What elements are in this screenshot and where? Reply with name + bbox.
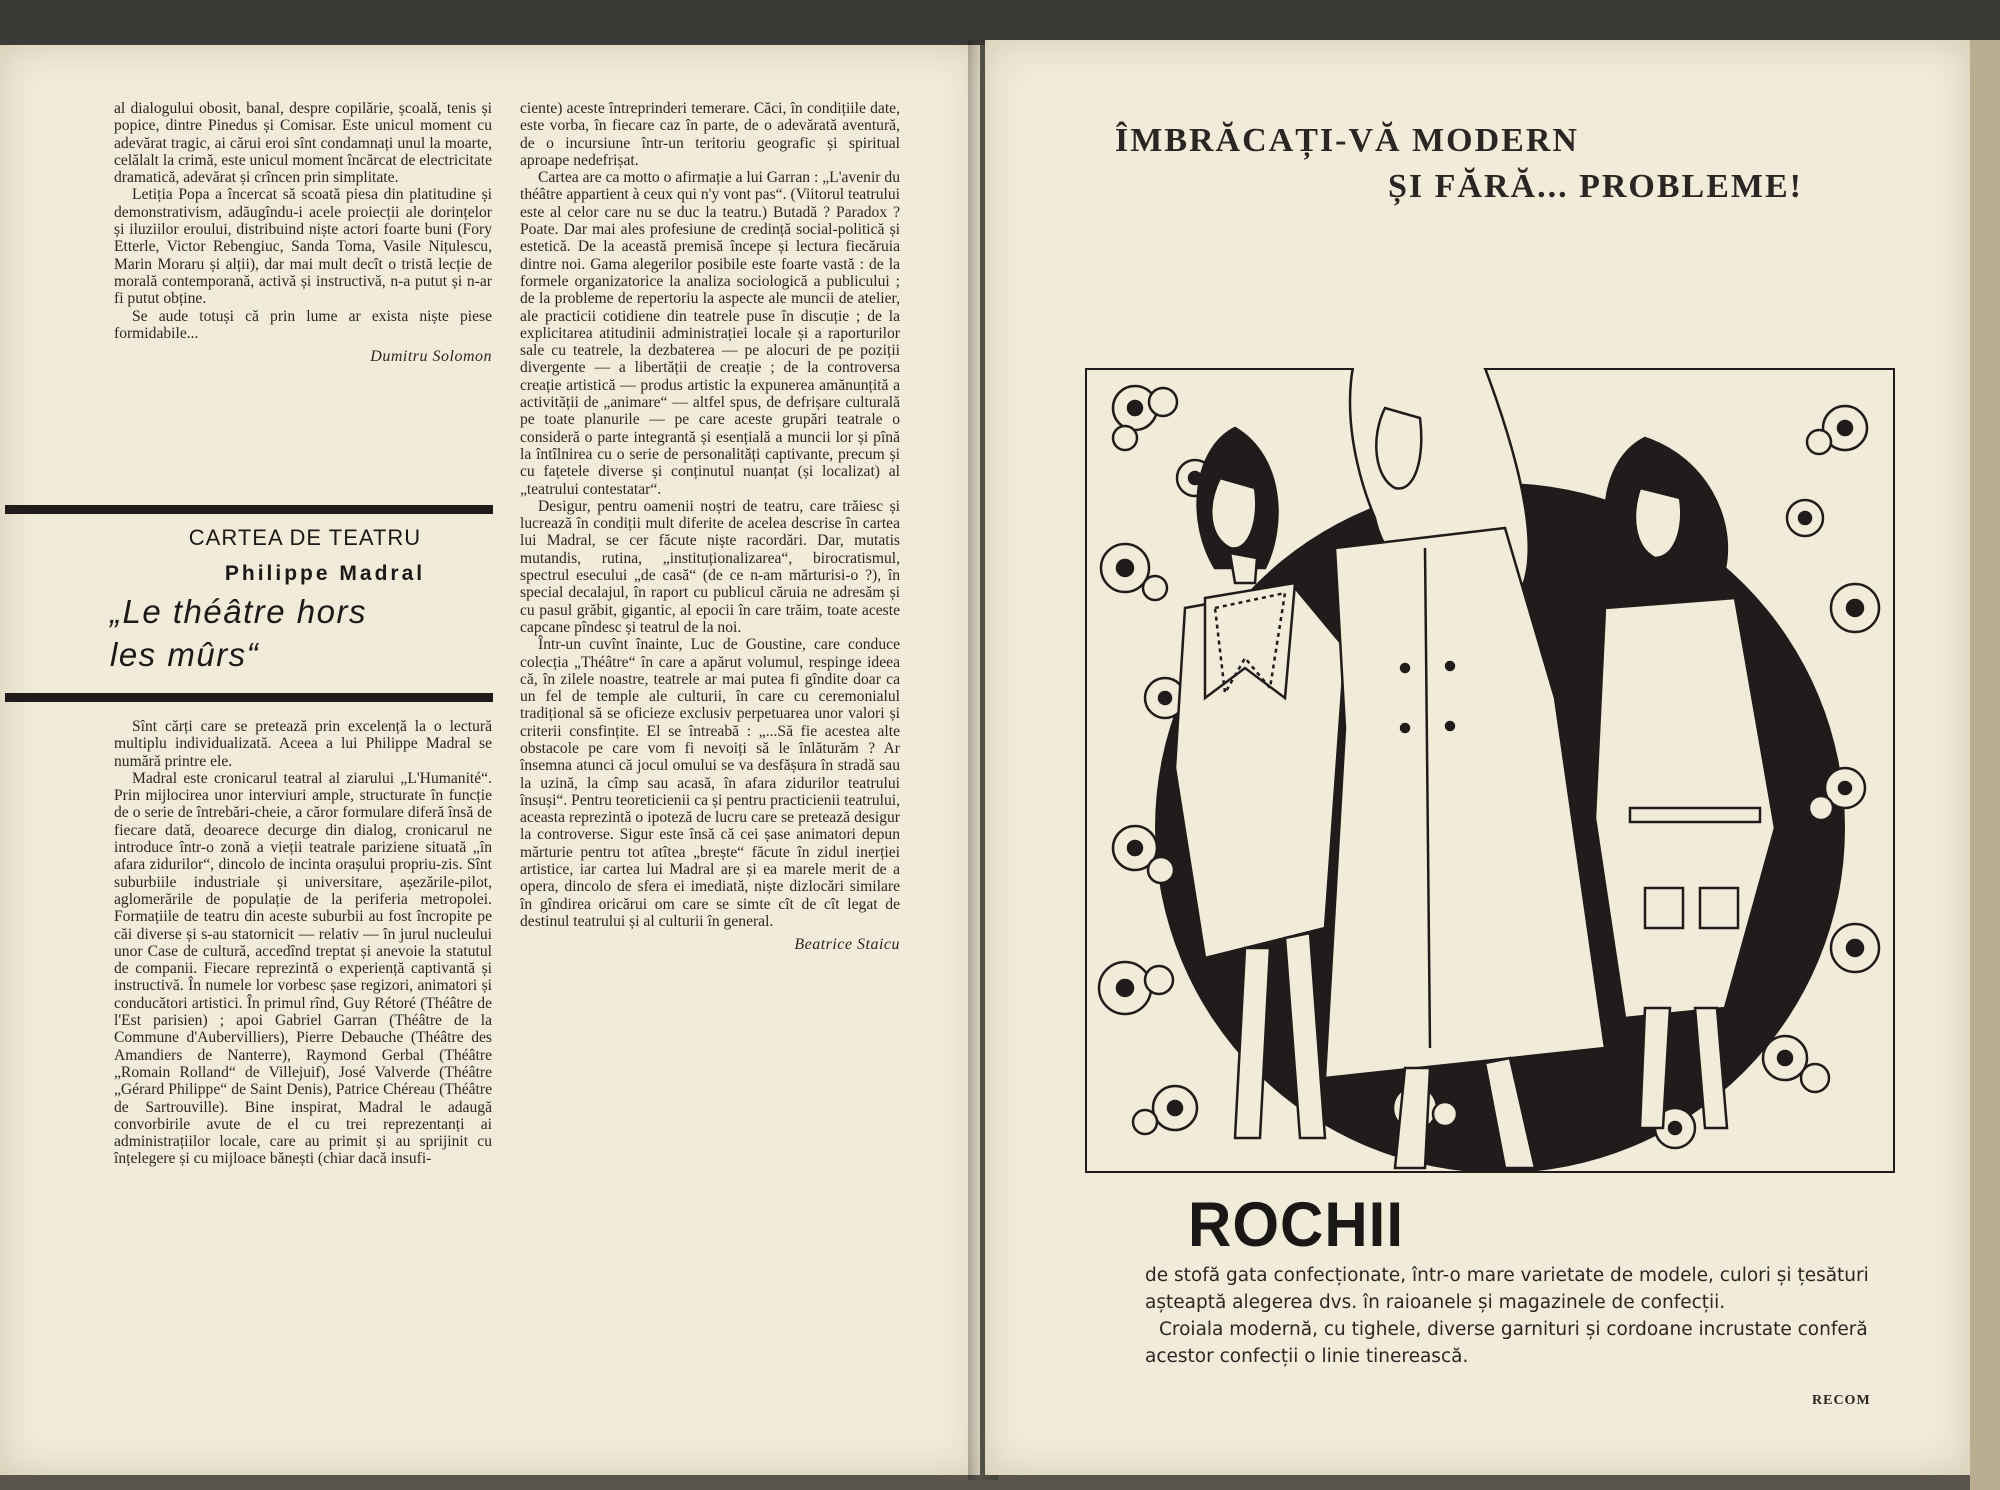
paragraph: Desigur, pentru oamenii noștri de teatru, care trăiesc și lucrează în condiții mult diferite de acelea descrise în cartea lui Madral, se cer făcute niște racordări. Dar, mutatis mutandis, rutina, „instituționalizarea“, birocratismul, spectrul esecului „de casă“ (de ce n-am mărturisi-o ?), în special decalajul, în raport cu publicul căruia ne adresăm și cu pasul grăbit, gigantic, al epocii în care trăim, toate aceste capcane pîndesc și teatrul de la noi. <box>520 497 900 636</box>
author-signature: Beatrice Staicu <box>794 936 900 954</box>
scanner-background-top <box>0 0 2000 45</box>
book-title-line-1: „Le théâtre hors <box>110 593 367 630</box>
article-column-1-top <box>114 100 492 365</box>
ad-heading: ROCHII <box>1188 1189 1404 1260</box>
ad-body-paragraph-1: de stofă gata confecționate, într-o mare varietate de modele, culori și țesături așteaptă alegerea dvs. în raioanele și magazinele de confecții. <box>1145 1265 1869 1313</box>
paragraph: ciente) aceste întreprinderi temerare. Căci, în condițiile date, este vorba, în fiecare caz în parte, de o adevărată aventură, de o incursiune într-un teritoriu geografic și spiritual aproape nedefrișat. <box>520 100 900 169</box>
ad-body <box>1145 1262 1880 1370</box>
paragraph: al dialogului obosit, banal, despre copilărie, școală, tenis și popice, dintre Pinedus și Comisar. Este unicul moment cu adevărat tragic, ai cărui eroi sînt condamnați unul la moarte, celălalt la crimă, este unicul moment încărcat de electricitate dramatică, adevărat și crîncen prin simplitate. <box>114 100 492 187</box>
paragraph: Se aude totuși că prin lume ar exista niște piese formidabile... <box>114 307 492 342</box>
ad-headline-line-2: ȘI FĂRĂ... PROBLEME! <box>1388 168 1803 205</box>
ad-body-paragraph-2: Croiala modernă, cu tighele, diverse garnituri și cordoane incrustate conferă acestor confecții o linie tinerească. <box>1145 1319 1868 1367</box>
author-signature: Dumitru Solomon <box>370 348 492 366</box>
figure-center <box>1325 368 1605 1168</box>
paragraph: Cartea are ca motto o afirmație a lui Garran : „L'avenir du théâtre appartient à ceux qui n'y vont pas“. (Viitorul teatrului este al celor care nu se duc la teatru.) Butadă ? Paradox ? Poate. Dar mai ales profesiune de credință social-politică și estetică. De la această premisă începe și lectura fiecăruia dintre noi. Gama alegerilor posibile este foarte vastă : de la formele organizatorice la analiza sociologică a publicului ; de la probleme de repertoriu la aspecte ale muncii de atelier, ale practicii cotidiene din teatrele puse în discuție ; de la explicitarea atitudinii administrației locale și a raporturilor sale cu teatrele, la dezbaterea — pe alocuri de pe poziții divergente — a libertății de creație ; de la controversa creație artistică — produs artistic la expunerea amănunțită a activității de „animare“ — altfel spus, de defrișare culturală pe toate planurile — pe care aceste grupări teatrale o consideră o parte integrantă și esențială a muncii lor și pînă la întîlnirea cu o serie de personalități captivante, precum și cu fațetele diverse și conținutul nuanțat (și localizat) al „teatrului contestatar“. <box>520 169 900 498</box>
article-column-1-bottom <box>114 718 492 1168</box>
article-column-2 <box>520 100 900 954</box>
paragraph: Sînt cărți care se pretează prin excelență la o lectură multiplu individualizată. Aceea a lui Philippe Madral se numără printre ele. <box>114 718 492 770</box>
paragraph: Într-un cuvînt înainte, Luc de Goustine, care conduce colecția „Théâtre“ în care a apărut volumul, respinge ideea că, în zilele noastre, teatrele ar mai putea fi gîndite doar ca un fel de temple ale culturii, în care cu ceremonialul tradițional să se oficieze exclusiv perpetuarea unor valori și criterii consfințite. El se întreabă : „...Să fie acestea alte obstacole pe care vom fi nevoiți să le înlăturăm ? Ar însemna atunci că jocul omului se va desfășura în stradă sau la uzină, la cîmp sau acasă, în afara zidurilor teatrului însuși“. Pentru teoreticienii ca și pentru practicienii teatrului, aceasta reprezintă o ipoteză de lucru care se pretează desigur la controverse. Sigur este însă că cei șase animatori depun mărturie pentru tot atîtea „brește“ făcute în zidul inerției artistice, iar cartea lui Madral are și ea marele merit de a opera, dincolo de sfera ei imediată, niște dizlocări similare în gîndirea oricărui om care se simte cît de cît legat de destinul teatrului și al culturii în general. <box>520 636 900 930</box>
paragraph: Letiția Popa a încercat să scoată piesa din platitudine și demonstrativism, adăugîndu-i acele proiecții ale dorințelor și iluziilor eroului, distribuind niște actori foarte buni (Fory Etterle, Victor Rebengiuc, Sanda Toma, Vasile Nițulescu, Marin Moraru și alții), dar mai mult decît o tristă lecție de morală contemporană, activă și instructivă, n-a putut și n-ar fi putut obține. <box>114 186 492 308</box>
paragraph: Madral este cronicarul teatral al ziarului „L'Humanité“. Prin mijlocirea unor interviuri ample, structurate în funcție de o serie de întrebări-cheie, a căror formulare diferă însă de fiecare dată, deoarece decurge din dialog, cronicarul ne introduce într-o zonă a vieții teatrale pariziene situată „în afara zidurilor“, dincolo de incinta orașului propriu-zis. Sînt suburbiile industriale și universitare, așezările-pilot, aglomerările de populație de la periferia metropolei. Formațiile de teatru din aceste suburbii au fost încropite pe căi diverse și s-au statornicit — relativ — în jurul nucleului unor Case de cultură, accedînd treptat și anevoie la statutul de companii. Fiecare reprezintă o experiență captivantă și instructivă. În numele lor vorbesc șase regizori, animatori și conducători artistici. În primul rînd, Guy Rétoré (Théâtre de l'Est parisien) ; apoi Gabriel Garran (Théâtre de la Commune d'Aubervilliers), Pierre Debauche (Théâtre des Amandiers de Nanterre), Raymond Gerbal (Théâtre „Romain Rolland“ de Villejuif), José Valverde (Théâtre „Gérard Philippe“ de Saint Denis), Patrice Chéreau (Théâtre de Sartrouville). Bine inspirat, Madral le adaugă convorbirile avute de el cu trei reprezentanți ai administrațiilor locale, care au primit și au sprijinit cu înțelegere și cu mijloace bănești (chiar dacă insufi- <box>114 769 492 1168</box>
ad-brand: RECOM <box>1812 1393 1871 1408</box>
book-edge <box>1970 40 2000 1490</box>
book-title-line-2: les mûrs“ <box>110 636 260 673</box>
fashion-illustration <box>1085 368 1895 1173</box>
section-rule-top <box>5 505 493 514</box>
ad-headline-line-1: ÎMBRĂCAȚI-VĂ MODERN <box>1115 122 1579 159</box>
section-label: CARTEA DE TEATRU <box>188 525 422 550</box>
section-rule-bottom <box>5 693 493 702</box>
book-author: Philippe Madral <box>224 562 426 585</box>
book-title <box>110 590 470 676</box>
